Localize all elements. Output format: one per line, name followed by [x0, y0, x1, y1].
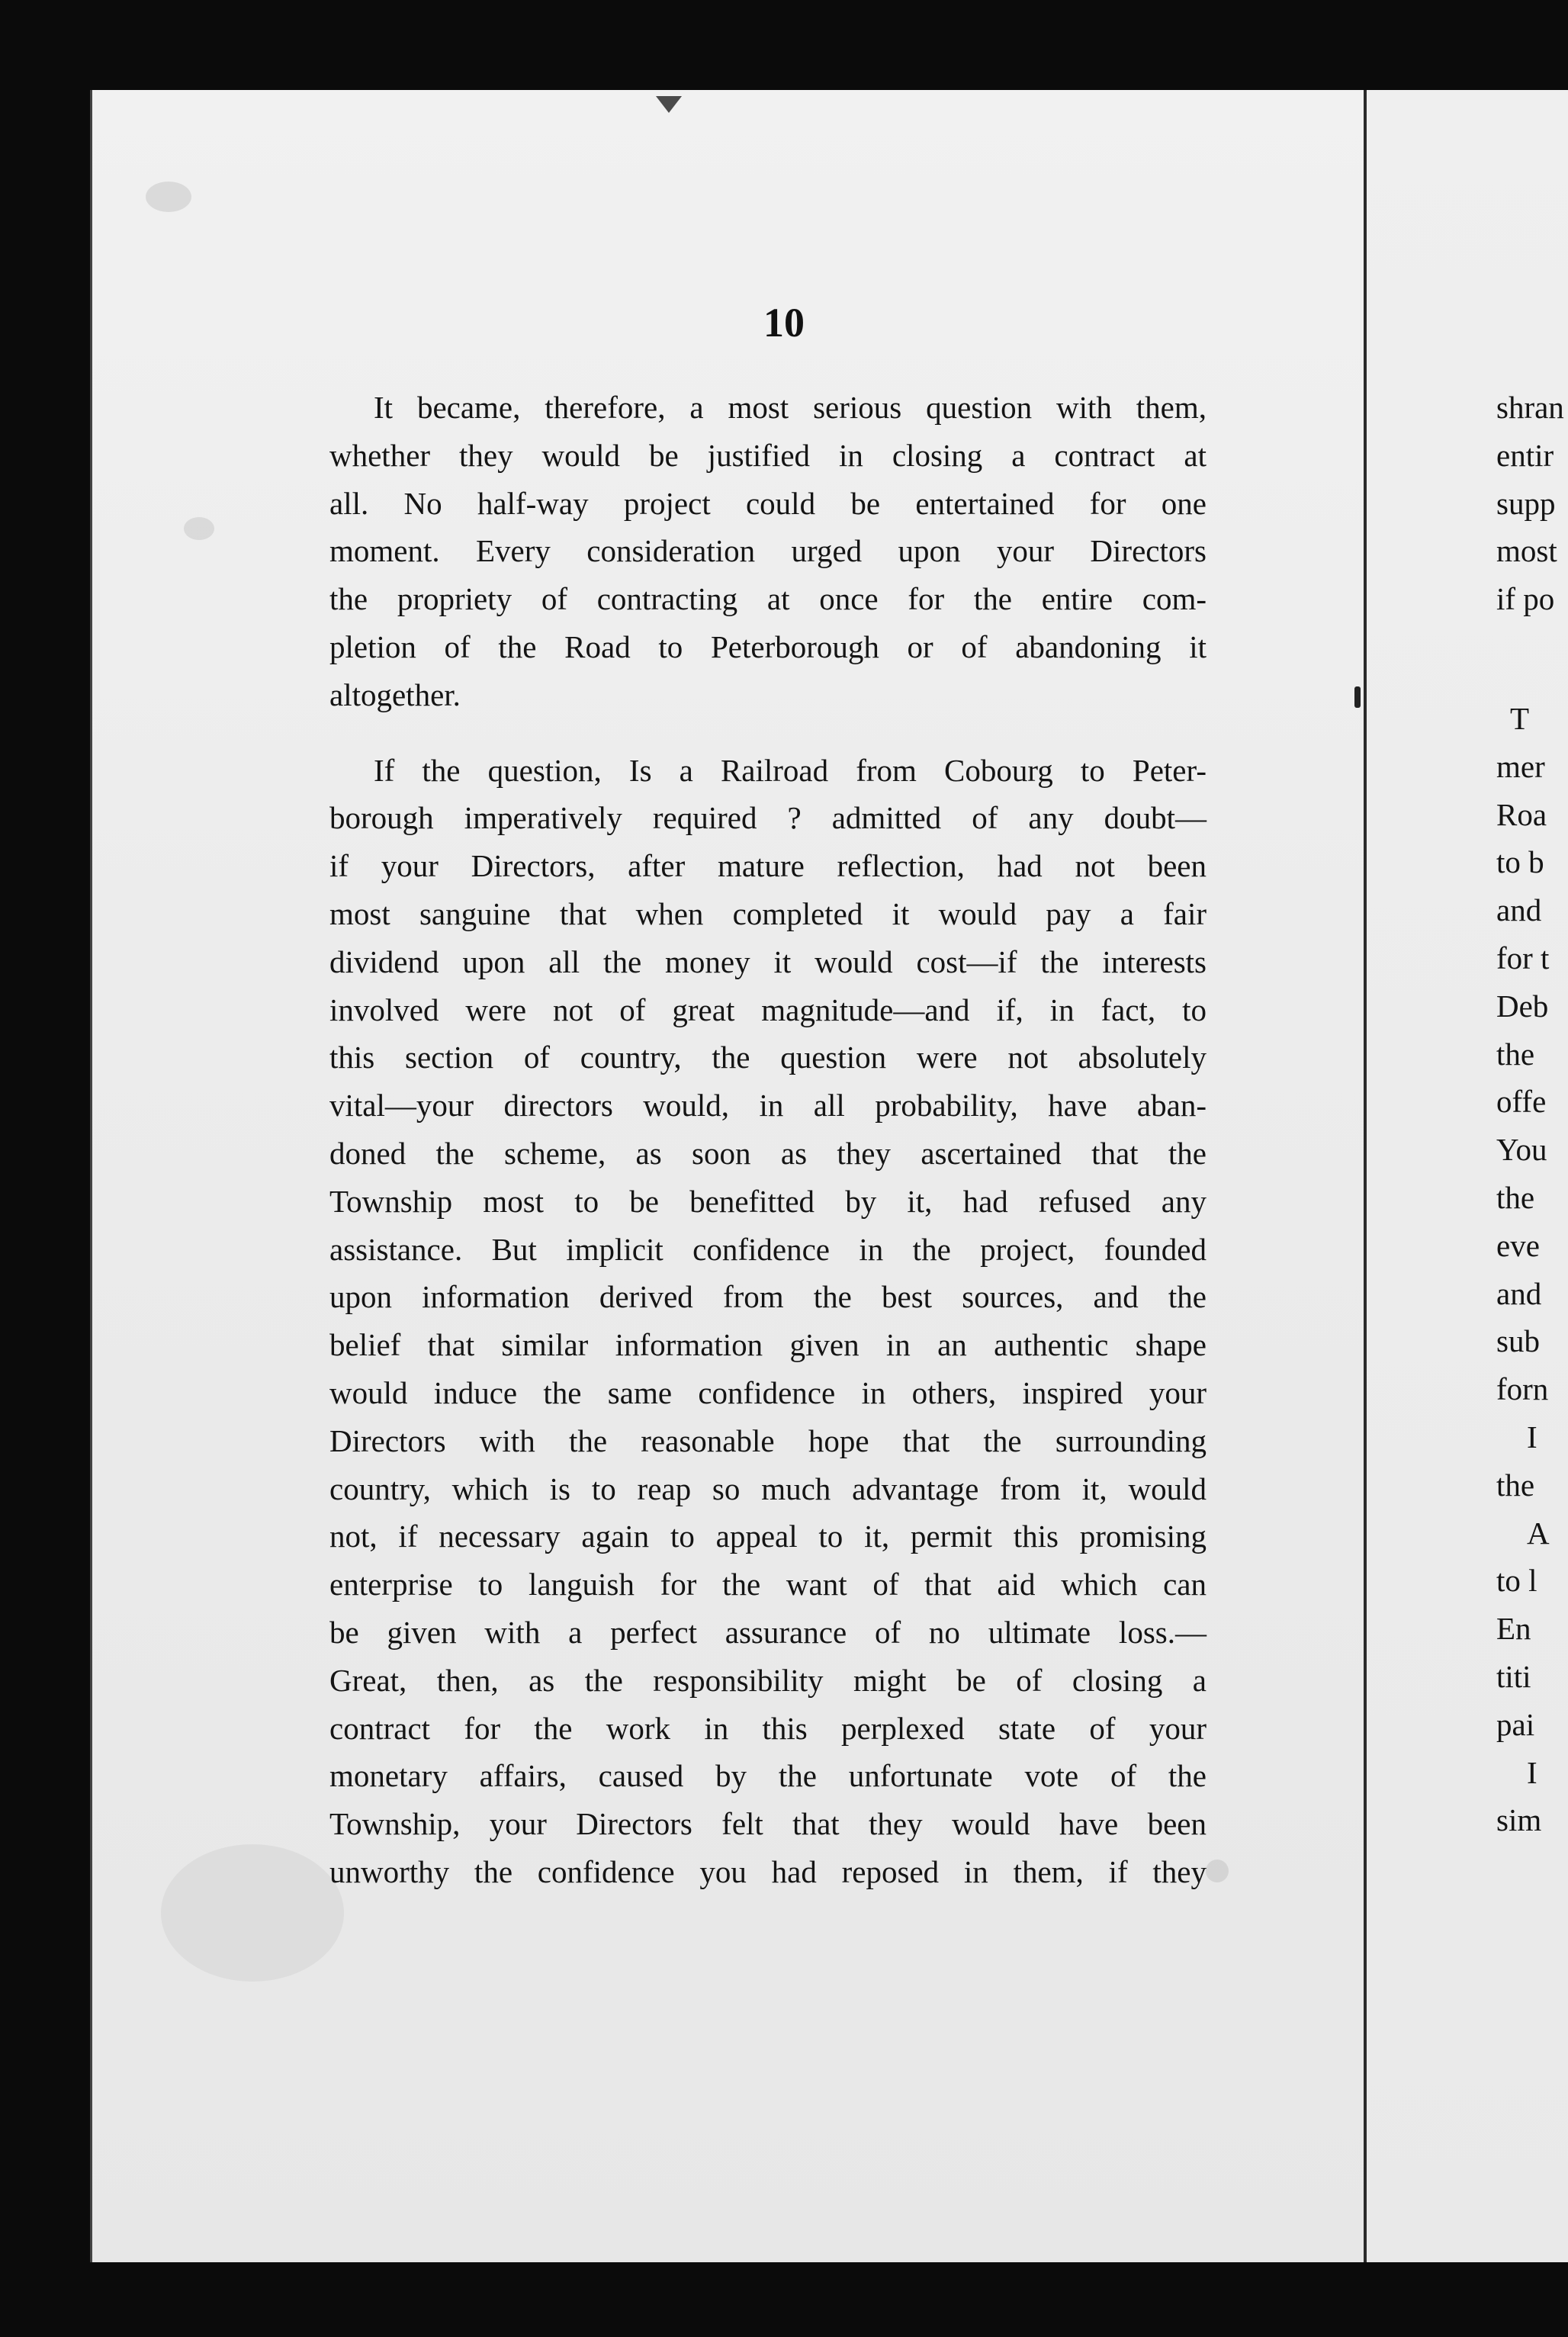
text-line: moment. Every consideration urged upon your Directors — [329, 533, 1207, 569]
fragment: the — [1496, 1467, 1535, 1503]
text-line: pletion of the Road to Peterborough or of abandoning it — [329, 628, 1207, 664]
text-line: not, if necessary again to appeal to it, permit this promising — [329, 1519, 1207, 1554]
text-line: the propriety of contracting at once for the entire com- — [329, 581, 1207, 617]
text-line: Township, your Directors felt that they would have been — [329, 1806, 1207, 1842]
fragment: for t — [1496, 940, 1550, 976]
text-line: unworthy the confidence you had reposed in them, if they — [329, 1853, 1207, 1889]
fragment: to b — [1496, 844, 1544, 880]
text-line: enterprise to languish for the want of that aid which can — [329, 1567, 1207, 1602]
paragraph-1 — [329, 384, 1207, 719]
text-line: dividend upon all the money it would cost—if the interests — [329, 943, 1207, 979]
fragment: to l — [1496, 1563, 1537, 1599]
text-line: doned the scheme, as soon as they ascertained that the — [329, 1135, 1207, 1171]
page-stain — [1206, 1860, 1229, 1882]
text-line: Directors with the reasonable hope that the surrounding — [329, 1422, 1207, 1458]
facing-page-text — [1496, 384, 1564, 1844]
page-stain — [184, 517, 214, 540]
text-line: borough imperatively required ? admitted of any doubt— — [329, 800, 1207, 836]
fragment: and — [1496, 1275, 1542, 1311]
fragment: I — [1527, 1754, 1537, 1790]
fragment: and — [1496, 892, 1542, 928]
fragment: if po — [1496, 581, 1555, 617]
text-line: this section of country, the question were not absolutely — [329, 1040, 1207, 1075]
fragment-gap — [1496, 623, 1564, 695]
fragment: supp — [1496, 485, 1556, 521]
text-line: all. No half-way project could be entertained for one — [329, 485, 1207, 521]
fragment: entir — [1496, 437, 1554, 473]
text-line: Great, then, as the responsibility might be of closing a — [329, 1662, 1207, 1698]
fragment: titi — [1496, 1658, 1531, 1694]
page-stain — [146, 182, 191, 212]
text-line: if your Directors, after mature reflection, had not been — [329, 848, 1207, 884]
fragment: the — [1496, 1179, 1535, 1215]
fragment: shran — [1496, 390, 1564, 425]
text-line: If the question, Is a Railroad from Cobourg to Peter- — [374, 752, 1207, 788]
fragment: forn — [1496, 1371, 1549, 1407]
page-edge-mark — [1354, 686, 1361, 708]
fragment: A — [1527, 1515, 1550, 1551]
body-text — [329, 384, 1207, 1896]
page-number: 10 — [763, 300, 805, 346]
text-line: most sanguine that when completed it would pay a fair — [329, 895, 1207, 931]
paragraph-2 — [329, 747, 1207, 1896]
fragment: I — [1527, 1419, 1537, 1455]
fragment: Deb — [1496, 988, 1549, 1024]
fragment: offe — [1496, 1084, 1547, 1120]
text-line: involved were not of great magnitude—and if, in fact, to — [329, 992, 1207, 1027]
page-stain — [161, 1844, 344, 1982]
fragment: the — [1496, 1036, 1535, 1072]
fragment: T — [1510, 700, 1530, 736]
fragment: sim — [1496, 1802, 1542, 1838]
text-line: monetary affairs, caused by the unfortunate vote of the — [329, 1758, 1207, 1794]
fragment: Roa — [1496, 796, 1547, 832]
text-line: country, which is to reap so much advantage from it, would — [329, 1471, 1207, 1506]
fragment: pai — [1496, 1706, 1535, 1742]
fragment: eve — [1496, 1227, 1540, 1263]
text-line: altogether. — [329, 677, 461, 712]
fragment: En — [1496, 1611, 1531, 1647]
text-line: be given with a perfect assurance of no ultimate loss.— — [329, 1614, 1207, 1650]
text-line: contract for the work in this perplexed state of your — [329, 1710, 1207, 1746]
text-line: would induce the same confidence in others, inspired your — [329, 1374, 1207, 1410]
text-line: belief that similar information given in an authentic shape — [329, 1327, 1207, 1363]
text-line: whether they would be justified in closing a contract at — [329, 437, 1207, 473]
paragraph-gap — [329, 719, 1207, 747]
text-line: It became, therefore, a most serious question with them, — [374, 390, 1207, 425]
text-line: upon information derived from the best sources, and the — [329, 1279, 1207, 1315]
fragment: most — [1496, 533, 1557, 569]
fragment: mer — [1496, 748, 1545, 784]
fragment: sub — [1496, 1323, 1540, 1359]
text-line: vital—your directors would, in all probability, have aban- — [329, 1088, 1207, 1123]
fragment: You — [1496, 1132, 1547, 1168]
text-line: assistance. But implicit confidence in the project, founded — [329, 1231, 1207, 1267]
text-line: Township most to be benefitted by it, had refused any — [329, 1183, 1207, 1219]
